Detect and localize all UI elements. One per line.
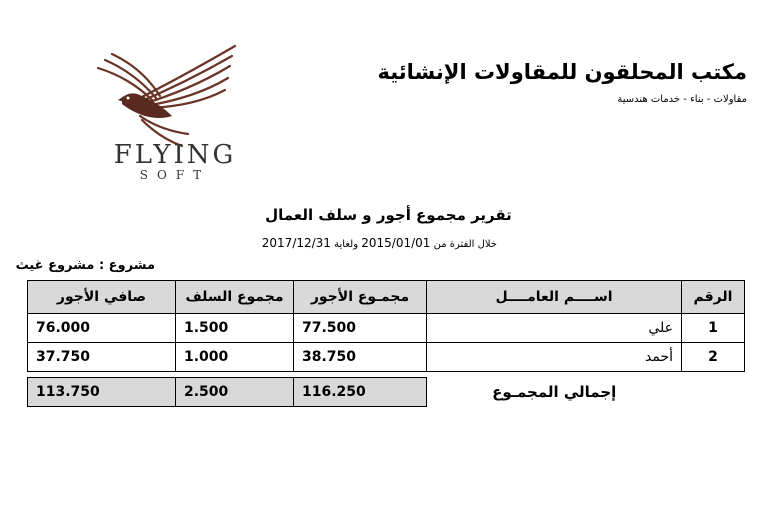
header-wages: مجمـوع الأجور	[294, 281, 427, 314]
total-advances: 2.500	[176, 378, 294, 407]
header-advances: مجموع السلف	[176, 281, 294, 314]
totals-row	[28, 378, 745, 407]
row-num: 1	[682, 314, 745, 343]
row-wages: 38.750	[294, 343, 427, 372]
report-title: تقرير مجموع أجور و سلف العمال	[265, 206, 512, 224]
period-mid: ولغاية	[334, 239, 359, 250]
totals-label: إجمالي المجمـوع	[492, 383, 617, 401]
total-wages: 116.250	[294, 378, 427, 407]
logo-wordmark: FLYING	[113, 140, 237, 170]
row-advances: 1.500	[176, 314, 294, 343]
company-name: مكتب المحلقون للمقاولات الإنشائية	[377, 60, 747, 84]
project-line	[16, 258, 155, 273]
logo-subtext: SOFT	[139, 168, 211, 182]
period-prefix: خلال الفترة من	[433, 239, 497, 250]
date-from: 2015/01/01	[361, 236, 431, 250]
total-net: 113.750	[28, 378, 176, 407]
row-net: 76.000	[28, 314, 176, 343]
header-net: صافي الأجور	[28, 281, 176, 314]
header-name: اســــم العامــــل	[427, 281, 682, 314]
date-to: 2017/12/31	[261, 236, 331, 250]
company-tagline: مقاولات - بناء - خدمات هندسية	[617, 94, 747, 105]
row-name: علي	[427, 314, 682, 343]
row-advances: 1.000	[176, 343, 294, 372]
project-label: مشروع :	[98, 258, 155, 273]
row-wages: 77.500	[294, 314, 427, 343]
table-header-row	[28, 281, 745, 314]
row-name: أحمد	[427, 343, 682, 372]
row-net: 37.750	[28, 343, 176, 372]
table-row	[28, 314, 745, 343]
header-num: الرقم	[682, 281, 745, 314]
row-num: 2	[682, 343, 745, 372]
table-row	[28, 343, 745, 372]
wages-table	[27, 280, 745, 407]
report-period	[262, 236, 497, 250]
project-name: مشروع غيث	[15, 258, 95, 273]
